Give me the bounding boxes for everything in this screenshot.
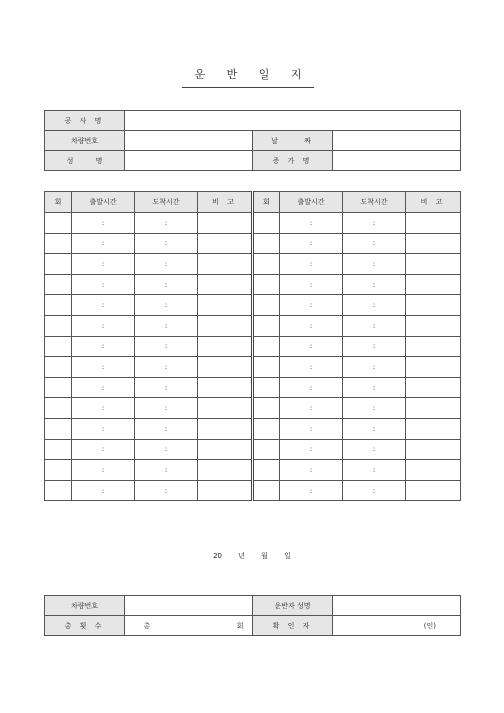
vehicle-number-label: 차량번호 [45,131,125,151]
arrival-time-left[interactable]: : [135,439,198,460]
summary-table [44,595,461,636]
log-row [45,357,461,378]
remarks-cell-right[interactable] [406,418,461,439]
date-line: 20 년 월 일 [213,552,291,560]
round-cell-left [45,315,72,336]
arrival-time-left[interactable]: : [135,274,198,295]
remarks-cell-left[interactable] [198,233,253,254]
arrival-time-left[interactable]: : [135,377,198,398]
departure-time-left[interactable]: : [72,460,135,481]
remarks-cell-right[interactable] [406,460,461,481]
arrival-time-left[interactable]: : [135,460,198,481]
arrival-time-right[interactable]: : [343,315,406,336]
round-cell-left [45,233,72,254]
driver-name-field[interactable] [333,596,461,616]
arrival-time-left[interactable]: : [135,213,198,234]
log-row [45,315,461,336]
log-row [45,336,461,357]
departure-time-right[interactable]: : [280,357,343,378]
arrival-time-right[interactable]: : [343,213,406,234]
arrival-time-left[interactable]: : [135,357,198,378]
remarks-cell-left[interactable] [198,274,253,295]
log-row [45,274,461,295]
remarks-cell-left[interactable] [198,439,253,460]
company-label: 공 사 명 [45,111,125,131]
round-cell-left [45,357,72,378]
departure-time-left[interactable]: : [72,233,135,254]
round-cell-right [253,377,280,398]
header-arrival-left: 도착시간 [135,192,198,213]
log-row [45,233,461,254]
round-cell-right [253,315,280,336]
round-cell-left [45,213,72,234]
total-suffix: 회 [236,621,244,630]
round-cell-right [253,357,280,378]
departure-time-left[interactable]: : [72,418,135,439]
round-cell-left [45,377,72,398]
departure-time-left[interactable]: : [72,439,135,460]
header-departure-left: 출발시간 [72,192,135,213]
log-row [45,480,461,501]
departure-time-right[interactable]: : [280,274,343,295]
arrival-time-right[interactable]: : [343,377,406,398]
departure-time-right[interactable]: : [280,254,343,275]
departure-time-left[interactable]: : [72,274,135,295]
remarks-cell-right[interactable] [406,357,461,378]
remarks-cell-right[interactable] [406,439,461,460]
arrival-time-left[interactable]: : [135,480,198,501]
info-table [44,110,461,171]
arrival-time-right[interactable]: : [343,460,406,481]
arrival-time-right[interactable]: : [343,480,406,501]
round-cell-left [45,295,72,316]
witness-label: 증 가 명 [253,151,333,171]
arrival-time-left[interactable]: : [135,418,198,439]
arrival-time-right[interactable]: : [343,295,406,316]
log-row [45,295,461,316]
log-header-row [45,192,461,213]
departure-time-left[interactable]: : [72,480,135,501]
driver-name-label: 운반자 성명 [253,596,333,616]
total-count-label: 총 횟 수 [45,616,125,636]
confirmer-field[interactable] [333,616,461,636]
log-row [45,439,461,460]
remarks-cell-right[interactable] [406,233,461,254]
remarks-cell-right[interactable] [406,254,461,275]
header-arrival-right: 도착시간 [343,192,406,213]
header-remarks-right: 비 고 [406,192,461,213]
log-row [45,377,461,398]
arrival-time-right[interactable]: : [343,398,406,419]
departure-time-left[interactable]: : [72,295,135,316]
departure-time-left[interactable]: : [72,398,135,419]
arrival-time-left[interactable]: : [135,315,198,336]
name-field[interactable] [125,151,253,171]
vehicle-number-field[interactable] [125,131,253,151]
arrival-time-right[interactable]: : [343,254,406,275]
arrival-time-right[interactable]: : [343,336,406,357]
departure-time-right[interactable]: : [280,480,343,501]
date-label: 날 짜 [253,131,333,151]
remarks-cell-right[interactable] [406,480,461,501]
round-cell-left [45,274,72,295]
round-cell-right [253,336,280,357]
header-remarks-left: 비 고 [198,192,253,213]
remarks-cell-right[interactable] [406,336,461,357]
remarks-cell-right[interactable] [406,295,461,316]
arrival-time-right[interactable]: : [343,274,406,295]
departure-time-left[interactable]: : [72,377,135,398]
round-cell-left [45,480,72,501]
arrival-time-right[interactable]: : [343,357,406,378]
round-cell-right [253,274,280,295]
header-round-left: 회 [45,192,72,213]
log-row [45,213,461,234]
round-cell-right [253,439,280,460]
departure-time-left[interactable]: : [72,315,135,336]
seal-mark: (인) [423,621,436,630]
departure-time-right[interactable]: : [280,295,343,316]
round-cell-right [253,213,280,234]
departure-time-right[interactable]: : [280,233,343,254]
round-cell-right [253,418,280,439]
log-row [45,418,461,439]
company-field[interactable] [125,111,461,131]
round-cell-right [253,254,280,275]
arrival-time-left[interactable]: : [135,398,198,419]
log-row [45,398,461,419]
arrival-time-right[interactable]: : [343,439,406,460]
departure-time-left[interactable]: : [72,254,135,275]
bottom-vehicle-label: 차량번호 [45,596,125,616]
departure-time-left[interactable]: : [72,213,135,234]
departure-time-right[interactable]: : [280,460,343,481]
remarks-cell-right[interactable] [406,213,461,234]
remarks-cell-right[interactable] [406,274,461,295]
remarks-cell-left[interactable] [198,336,253,357]
total-count-field[interactable] [125,616,253,636]
remarks-cell-left[interactable] [198,418,253,439]
remarks-cell-left[interactable] [198,254,253,275]
round-cell-left [45,398,72,419]
remarks-cell-left[interactable] [198,213,253,234]
round-cell-right [253,398,280,419]
remarks-cell-left[interactable] [198,480,253,501]
departure-time-right[interactable]: : [280,418,343,439]
bottom-vehicle-field[interactable] [125,596,253,616]
confirmer-label: 확 인 자 [253,616,333,636]
total-prefix: 총 [143,621,151,630]
departure-time-right[interactable]: : [280,315,343,336]
arrival-time-right[interactable]: : [343,233,406,254]
remarks-cell-left[interactable] [198,357,253,378]
arrival-time-left[interactable]: : [135,233,198,254]
name-label: 성 명 [45,151,125,171]
departure-time-right[interactable]: : [280,336,343,357]
departure-time-left[interactable]: : [72,357,135,378]
transport-log-table [44,191,461,501]
document-title: 운 반 일 지 [194,68,311,81]
log-row [45,254,461,275]
remarks-cell-left[interactable] [198,377,253,398]
header-round-right: 회 [253,192,280,213]
departure-time-right[interactable]: : [280,377,343,398]
arrival-time-right[interactable]: : [343,418,406,439]
remarks-cell-right[interactable] [406,315,461,336]
arrival-time-left[interactable]: : [135,336,198,357]
remarks-cell-left[interactable] [198,315,253,336]
departure-time-right[interactable]: : [280,213,343,234]
round-cell-right [253,233,280,254]
title-underline [182,87,314,88]
witness-field[interactable] [333,151,461,171]
log-row [45,460,461,481]
round-cell-right [253,480,280,501]
departure-time-right[interactable]: : [280,398,343,419]
arrival-time-left[interactable]: : [135,295,198,316]
round-cell-left [45,336,72,357]
departure-time-right[interactable]: : [280,439,343,460]
arrival-time-left[interactable]: : [135,254,198,275]
header-departure-right: 출발시간 [280,192,343,213]
remarks-cell-left[interactable] [198,295,253,316]
round-cell-left [45,439,72,460]
round-cell-left [45,460,72,481]
date-field[interactable] [333,131,461,151]
remarks-cell-right[interactable] [406,377,461,398]
remarks-cell-left[interactable] [198,460,253,481]
round-cell-left [45,254,72,275]
remarks-cell-right[interactable] [406,398,461,419]
round-cell-right [253,460,280,481]
round-cell-right [253,295,280,316]
remarks-cell-left[interactable] [198,398,253,419]
departure-time-left[interactable]: : [72,336,135,357]
round-cell-left [45,418,72,439]
